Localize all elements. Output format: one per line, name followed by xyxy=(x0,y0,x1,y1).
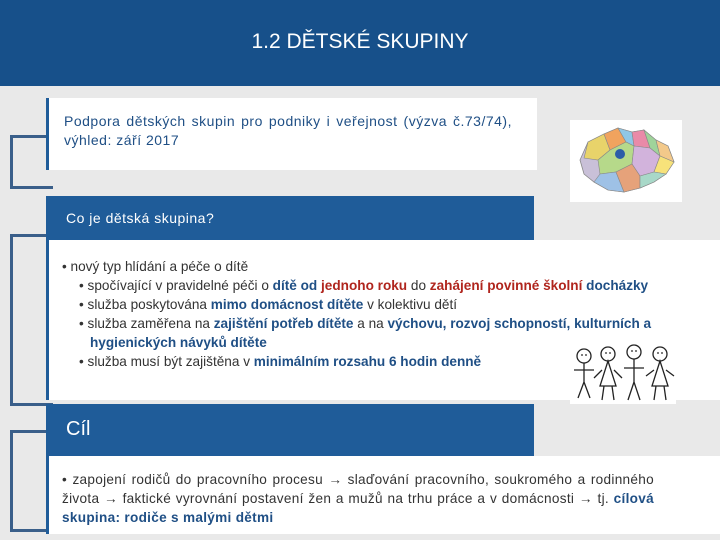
text-run: zapojení rodičů do pracovního procesu → slaďování pracovního, soukromého a rodinného života → faktické vyrovnání postavení žen a mužů na trhu práce a v domácnosti → tj. xyxy=(62,472,654,506)
text-run: výchovu, rozvoj schopností, kulturních a hygienických návyků dítěte xyxy=(90,316,652,350)
slide-header xyxy=(0,0,720,86)
text-run: služba musí být zajištěna v xyxy=(87,354,254,369)
text-run: spočívající v pravidelné péči o xyxy=(87,278,273,293)
sub-list-item: • služba poskytována mimo domácnost dítěte v kolektivu dětí xyxy=(79,297,458,312)
sub-list-item: • spočívající v pravidelné péči o dítě od jednoho roku do zahájení povinné školní docházky xyxy=(79,278,649,293)
page-title: 1.2 DĚTSKÉ SKUPINY xyxy=(251,30,469,53)
goal-title-box xyxy=(46,404,534,456)
text-run: zahájení povinné školní xyxy=(429,278,583,293)
bullet-text: nový typ hlídání a péče o dítě xyxy=(70,259,249,274)
goal-title: Cíl xyxy=(66,418,91,440)
list-item: • nový typ hlídání a péče o dítě xyxy=(62,259,249,274)
section1-list xyxy=(62,257,652,371)
text-run: zajištění potřeb dítěte xyxy=(213,316,354,331)
goal-text: • zapojení rodičů do pracovního procesu → slaďování pracovního, soukromého a rodinného života → faktické vyrovnání postavení žen a mužů na trhu práce a v domácnosti → tj. cílová skupina: rodiče s malými dětmi xyxy=(62,472,654,525)
text-run: jednoho roku xyxy=(321,278,408,293)
text-run: do xyxy=(407,278,430,293)
text-run: dítě od xyxy=(272,278,322,293)
sub-list-item: • služba zaměřena na zajištění potřeb dítěte a na výchovu, rozvoj schopností, kulturních a hygienických návyků dítěte xyxy=(79,316,652,350)
section1-title: Co je dětská skupina? xyxy=(66,210,215,226)
czech-regions-map-icon xyxy=(570,120,682,202)
text-run: a na xyxy=(353,316,388,331)
text-run: cílová skupina: rodiče s malými dětmi xyxy=(62,491,654,525)
text-run: mimo domácnost dítěte xyxy=(210,297,364,312)
intro-text: Podpora dětských skupin pro podniky i veřejnost (výzva č.73/74), výhled: září 2017 xyxy=(64,113,512,148)
text-run: v kolektivu dětí xyxy=(363,297,458,312)
text-run: minimálním rozsahu 6 hodin denně xyxy=(253,354,482,369)
sub-list-item: • služba musí být zajištěna v minimálním rozsahu 6 hodin denně xyxy=(79,354,482,369)
text-run: služba zaměřena na xyxy=(87,316,214,331)
children-drawing-icon xyxy=(570,342,676,404)
text-run: docházky xyxy=(582,278,649,293)
text-run: služba poskytována xyxy=(87,297,211,312)
